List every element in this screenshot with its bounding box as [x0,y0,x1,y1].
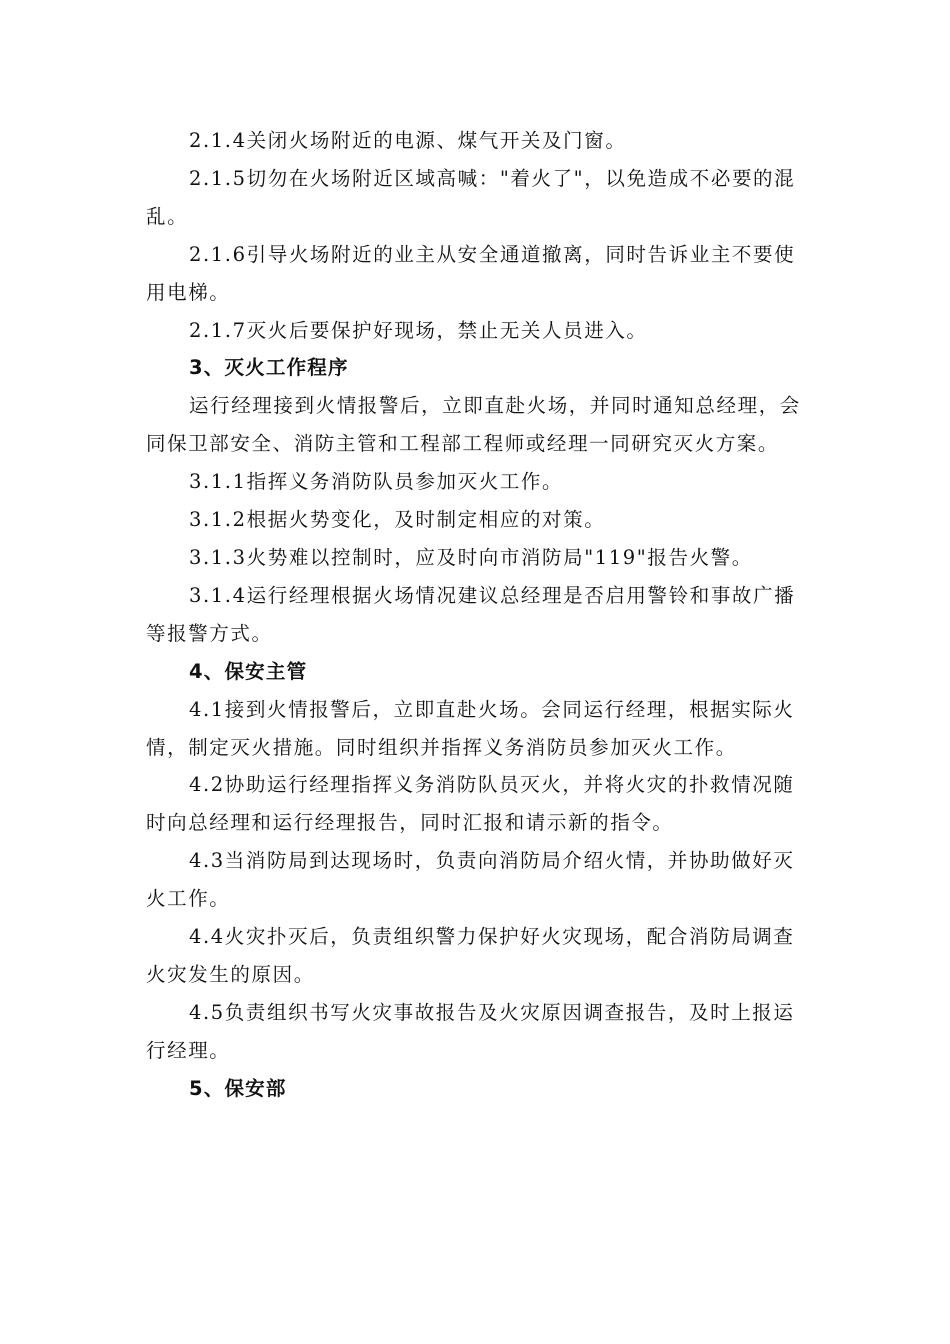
section-heading-4: 4、保安主管 [189,659,308,683]
paragraph-3-1-1: 3.1.1指挥义务消防队员参加灭火工作。 [189,470,564,494]
paragraph-3-1-4: 3.1.4运行经理根据火场情况建议总经理是否启用警铃和事故广播等报警方式。 [146,583,796,645]
paragraph-4-3: 4.3当消防局到达现场时，负责向消防局介绍火情，并协助做好灭火工作。 [146,849,795,911]
paragraph-4-1: 4.1接到火情报警后，立即直赴火场。会同运行经理，根据实际火情，制定灭火措施。同时组织并指挥义务消防员参加灭火工作。 [146,697,795,759]
paragraph-2-1-6: 2.1.6引导火场附近的业主从安全通道撤离，同时告诉业主不要使用电梯。 [146,242,796,304]
paragraph-4-2: 4.2协助运行经理指挥义务消防队员灭火，并将火灾的扑救情况随时向总经理和运行经理报告，同时汇报和请示新的指令。 [146,773,795,835]
paragraph-4-4: 4.4火灾扑灭后，负责组织警力保护好火灾现场，配合消防局调查火灾发生的原因。 [146,925,795,986]
paragraph-3-1-2: 3.1.2根据火势变化，及时制定相应的对策。 [189,508,606,532]
paragraph-4-5: 4.5负责组织书写火灾事故报告及火灾原因调查报告，及时上报运行经理。 [146,1000,795,1062]
paragraph-section-3-intro: 运行经理接到火情报警后，立即直赴火场，并同时通知总经理，会同保卫部安全、消防主管和工程部工程师或经理一同研究灭火方案。 [146,394,801,456]
paragraph-2-1-7: 2.1.7灭火后要保护好现场，禁止无关人员进入。 [189,318,648,342]
paragraph-2-1-4: 2.1.4关闭火场附近的电源、煤气开关及门窗。 [189,129,627,152]
section-heading-3: 3、灭火工作程序 [189,356,349,380]
document-body [146,122,814,1108]
section-heading-5: 5、保安部 [189,1076,287,1100]
paragraph-3-1-3: 3.1.3火势难以控制时，应及时向市消防局"119"报告火警。 [189,545,753,569]
paragraph-2-1-5: 2.1.5切勿在火场附近区域高喊："着火了"，以免造成不必要的混乱。 [146,166,796,228]
